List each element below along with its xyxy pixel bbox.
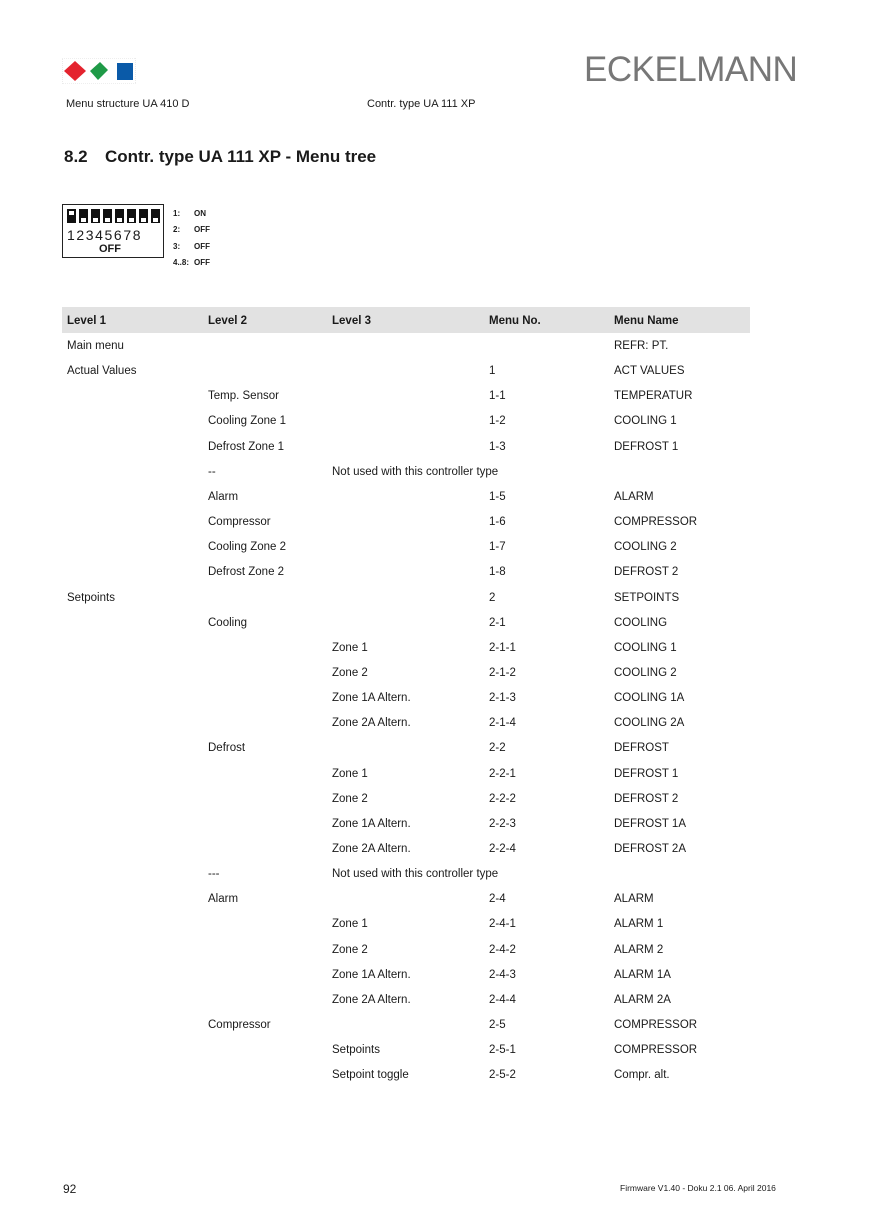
cell-level2: Compressor bbox=[208, 516, 271, 529]
cell-menu-name: COOLING bbox=[614, 616, 668, 629]
dip-switch-4 bbox=[103, 209, 112, 223]
cell-menu-no: 2-1-2 bbox=[489, 666, 516, 679]
cell-level3: Zone 2A Altern. bbox=[332, 717, 411, 730]
cell-menu-name: SETPOINTS bbox=[614, 591, 680, 604]
dip-switch-1 bbox=[67, 209, 76, 223]
cell-menu-name: COOLING 1 bbox=[614, 415, 677, 428]
cell-menu-name: COOLING 1 bbox=[614, 641, 677, 654]
cell-level2: --- bbox=[208, 868, 220, 881]
cell-menu-name: DEFROST 2 bbox=[614, 566, 679, 579]
cell-menu-no: 1-8 bbox=[489, 566, 506, 579]
cell-menu-name: COOLING 1A bbox=[614, 692, 685, 705]
cell-menu-no: 2-5-1 bbox=[489, 1044, 516, 1057]
doc-section-label: Menu structure UA 410 D bbox=[66, 98, 190, 110]
cell-menu-no: 1-6 bbox=[489, 516, 506, 529]
cell-menu-no: 2-1-4 bbox=[489, 717, 516, 730]
cell-level2: Cooling Zone 1 bbox=[208, 415, 286, 428]
cell-level3: Zone 2 bbox=[332, 792, 368, 805]
cell-menu-name: COOLING 2 bbox=[614, 541, 677, 554]
cell-menu-name: COMPRESSOR bbox=[614, 1044, 698, 1057]
col-header-level3: Level 3 bbox=[332, 315, 371, 327]
cell-menu-no: 1-7 bbox=[489, 541, 506, 554]
company-logo bbox=[62, 58, 136, 84]
cell-menu-name: DEFROST 2A bbox=[614, 843, 686, 855]
dip-legend-row: 3: OFF bbox=[173, 241, 210, 251]
cell-menu-no: 1-2 bbox=[489, 415, 506, 428]
cell-level1: Setpoints bbox=[67, 591, 115, 604]
cell-menu-name: ALARM 1 bbox=[614, 918, 664, 931]
controller-type-label: Contr. type UA 111 XP bbox=[367, 98, 476, 110]
cell-menu-name: Compr. alt. bbox=[614, 1069, 670, 1082]
cell-menu-name: ALARM 2A bbox=[614, 993, 671, 1006]
col-header-level1: Level 1 bbox=[67, 315, 106, 327]
cell-menu-name: DEFROST 1A bbox=[614, 817, 686, 830]
cell-level1: Actual Values bbox=[67, 365, 137, 378]
cell-menu-name: ALARM 1A bbox=[614, 968, 671, 981]
col-header-level2: Level 2 bbox=[208, 315, 247, 327]
cell-menu-no: 2-1 bbox=[489, 616, 506, 629]
cell-menu-name: ALARM bbox=[614, 893, 654, 906]
cell-level2: Defrost Zone 2 bbox=[208, 566, 285, 579]
cell-menu-name: REFR: PT. bbox=[614, 340, 669, 352]
cell-level2: Alarm bbox=[208, 893, 239, 906]
page-number: 92 bbox=[63, 1182, 77, 1196]
cell-menu-no: 2-2-2 bbox=[489, 792, 516, 805]
cell-level2: Cooling Zone 2 bbox=[208, 541, 286, 554]
cell-menu-name: DEFROST 2 bbox=[614, 792, 679, 805]
cell-menu-name: DEFROST 1 bbox=[614, 767, 679, 780]
brand-wordmark: ECKELMANN bbox=[584, 50, 798, 89]
cell-menu-name: COMPRESSOR bbox=[614, 516, 698, 529]
cell-level2: Defrost Zone 1 bbox=[208, 440, 285, 453]
cell-menu-no: 2-2-3 bbox=[489, 817, 516, 830]
cell-level3: Zone 1A Altern. bbox=[332, 968, 411, 981]
cell-level2: Defrost bbox=[208, 742, 246, 755]
cell-menu-no: 2-2 bbox=[489, 742, 506, 755]
cell-menu-no: 1-3 bbox=[489, 440, 506, 453]
cell-menu-no: 2-4-3 bbox=[489, 968, 516, 981]
cell-menu-name: COOLING 2 bbox=[614, 666, 677, 679]
dip-switch-2 bbox=[79, 209, 88, 223]
cell-level3: Setpoint toggle bbox=[332, 1069, 409, 1082]
cell-menu-name: TEMPERATUR bbox=[614, 390, 693, 403]
dip-switch-numbers: 12345678 bbox=[67, 227, 143, 243]
cell-menu-no: 2-5 bbox=[489, 1019, 506, 1032]
cell-menu-no: 2-4-4 bbox=[489, 993, 516, 1006]
cell-menu-name: COMPRESSOR bbox=[614, 1019, 698, 1032]
cell-level2: Cooling bbox=[208, 616, 247, 629]
dip-switch-5 bbox=[115, 209, 124, 223]
cell-menu-no: 2-4-1 bbox=[489, 918, 516, 931]
cell-level1: Main menu bbox=[67, 340, 124, 352]
dip-switch-8 bbox=[151, 209, 160, 223]
cell-menu-name: COOLING 2A bbox=[614, 717, 685, 730]
dip-switch-7 bbox=[139, 209, 148, 223]
cell-level3: Not used with this controller type bbox=[332, 465, 499, 478]
dip-legend-row: 4..8: OFF bbox=[173, 257, 210, 267]
cell-menu-no: 2 bbox=[489, 591, 496, 604]
cell-level2: Temp. Sensor bbox=[208, 390, 279, 403]
cell-menu-no: 2-1-1 bbox=[489, 641, 516, 654]
cell-menu-no: 2-5-2 bbox=[489, 1069, 516, 1082]
cell-level3: Zone 2A Altern. bbox=[332, 843, 411, 855]
cell-level3: Setpoints bbox=[332, 1044, 380, 1057]
cell-level3: Zone 1 bbox=[332, 918, 368, 931]
cell-menu-name: DEFROST bbox=[614, 742, 669, 755]
cell-menu-name: DEFROST 1 bbox=[614, 440, 679, 453]
section-number: 8.2 bbox=[64, 147, 88, 166]
cell-level3: Zone 1A Altern. bbox=[332, 692, 411, 705]
dip-switch-3 bbox=[91, 209, 100, 223]
cell-menu-no: 1-5 bbox=[489, 490, 506, 503]
cell-menu-no: 2-4-2 bbox=[489, 943, 516, 956]
dip-legend-row: 2: OFF bbox=[173, 225, 210, 235]
section-title: Contr. type UA 111 XP - Menu tree bbox=[105, 147, 377, 166]
cell-level3: Not used with this controller type bbox=[332, 868, 499, 881]
cell-level3: Zone 1 bbox=[332, 767, 368, 780]
cell-menu-no: 1 bbox=[489, 365, 496, 378]
col-header-menu-name: Menu Name bbox=[614, 315, 679, 327]
cell-menu-no: 1-1 bbox=[489, 390, 506, 403]
cell-level3: Zone 2 bbox=[332, 666, 368, 679]
cell-menu-no: 2-2-4 bbox=[489, 843, 516, 855]
cell-level3: Zone 2 bbox=[332, 943, 368, 956]
dip-legend-row: 1: ON bbox=[173, 209, 206, 218]
cell-menu-no: 2-1-3 bbox=[489, 692, 516, 705]
cell-level2: -- bbox=[208, 465, 216, 478]
dip-switch-6 bbox=[127, 209, 136, 223]
cell-level2: Compressor bbox=[208, 1019, 271, 1032]
cell-menu-name: ALARM 2 bbox=[614, 943, 664, 956]
cell-menu-name: ALARM bbox=[614, 490, 654, 503]
cell-level3: Zone 1 bbox=[332, 641, 368, 654]
cell-level2: Alarm bbox=[208, 490, 239, 503]
dip-switch-diagram bbox=[62, 204, 164, 258]
col-header-menu-no: Menu No. bbox=[489, 315, 541, 327]
page-title bbox=[64, 147, 376, 167]
cell-menu-no: 2-2-1 bbox=[489, 767, 516, 780]
cell-level3: Zone 1A Altern. bbox=[332, 817, 411, 830]
footer-version: Firmware V1.40 - Doku 2.1 06. April 2016 bbox=[620, 1183, 776, 1193]
cell-menu-no: 2-4 bbox=[489, 893, 506, 906]
dip-switch-off-label: OFF bbox=[99, 243, 121, 255]
dip-switch-legend bbox=[173, 206, 210, 271]
cell-menu-name: ACT VALUES bbox=[614, 365, 685, 378]
cell-level3: Zone 2A Altern. bbox=[332, 993, 411, 1006]
